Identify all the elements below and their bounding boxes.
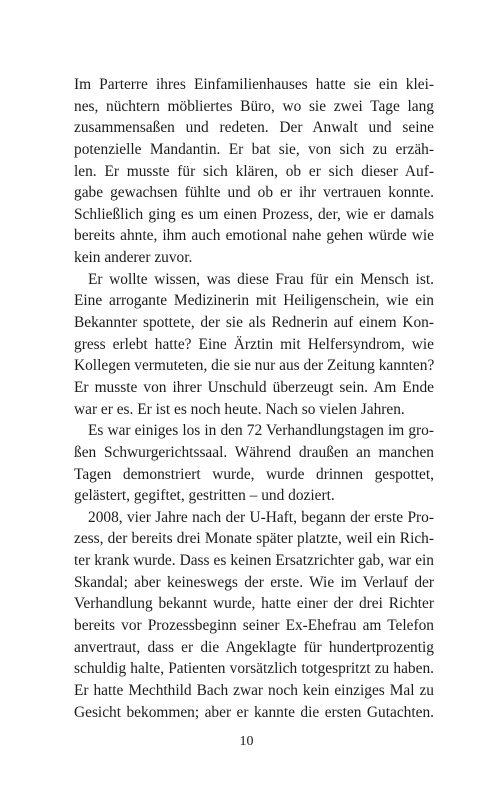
- text-line: schuldig halte, Patienten vorsätzlich totgespritzt zu haben.: [74, 660, 434, 678]
- text-line: kein anderer zuvor.: [74, 249, 193, 267]
- text-line: zess, der bereits drei Monate später platzte, weil ein Rich-: [74, 530, 434, 548]
- text-line: Bekannter spottete, der sie als Rednerin auf einem Kon-: [74, 314, 434, 332]
- text-line: bereits vor Prozessbeginn seiner Ex-Ehefrau am Telefon: [74, 617, 434, 635]
- text-line: war er es. Er ist es noch heute. Nach so vielen Jahren.: [74, 400, 405, 418]
- text-line: 2008, vier Jahre nach der U-Haft, begann der erste Pro-: [88, 508, 434, 526]
- text-line: Er wollte wissen, was diese Frau für ein Mensch ist.: [88, 270, 434, 288]
- text-line: bereits ahnte, ihm auch emotional nahe gehen würde wie: [74, 227, 434, 245]
- text-line: Kollegen vermuteten, die sie nur aus der Zeitung kannten?: [74, 357, 435, 375]
- text-line: Gesicht bekommen; aber er kannte die ersten Gutachten.: [74, 703, 434, 721]
- text-line: anvertraut, dass er die Angeklagte für hundertprozentig: [74, 638, 434, 656]
- text-line: ßen Schwurgerichtssaal. Während draußen an manchen: [74, 443, 434, 461]
- text-line: Skandal; aber keineswegs der erste. Wie im Verlauf der: [74, 573, 434, 591]
- text-line: Es war einiges los in den 72 Verhandlungstagen im gro-: [88, 422, 434, 440]
- text-line: ter krank wurde. Dass es keinen Ersatzrichter gab, war ein: [74, 552, 434, 570]
- body-text: [74, 74, 434, 723]
- text-line: zusammensaßen und redeten. Der Anwalt und seine: [74, 119, 434, 137]
- text-line: Im Parterre ihres Einfamilienhauses hatte sie ein klei-: [74, 76, 434, 93]
- text-line: nes, nüchtern möbliertes Büro, wo sie zwei Tage lang: [74, 97, 434, 115]
- text-line: Schließlich ging es um einen Prozess, der, wie er damals: [74, 205, 434, 223]
- text-line: Er hatte Mechthild Bach zwar noch kein einziges Mal zu: [74, 681, 434, 699]
- text-line: potenzielle Mandantin. Er bat sie, von sich zu erzäh-: [74, 140, 434, 158]
- text-line: Verhandlung bekannt wurde, hatte einer der drei Richter: [74, 595, 434, 613]
- page-number: 10: [239, 734, 254, 749]
- text-line: len. Er musste für sich klären, ob er sich dieser Auf-: [74, 162, 434, 180]
- text-line: gabe gewachsen fühlte und ob er ihr vertrauen konnte.: [74, 184, 434, 202]
- text-line: gelästert, gegiftet, gestritten – und doziert.: [74, 487, 335, 505]
- text-line: Er musste von ihrer Unschuld überzeugt sein. Am Ende: [74, 378, 434, 396]
- text-line: gress erlebt hatte? Eine Ärztin mit Helfersyndrom, wie: [74, 335, 434, 353]
- text-line: Eine arrogante Medizinerin mit Heiligenschein, wie ein: [74, 292, 434, 310]
- text-line: Tagen demonstriert wurde, wurde drinnen gespottet,: [74, 465, 434, 483]
